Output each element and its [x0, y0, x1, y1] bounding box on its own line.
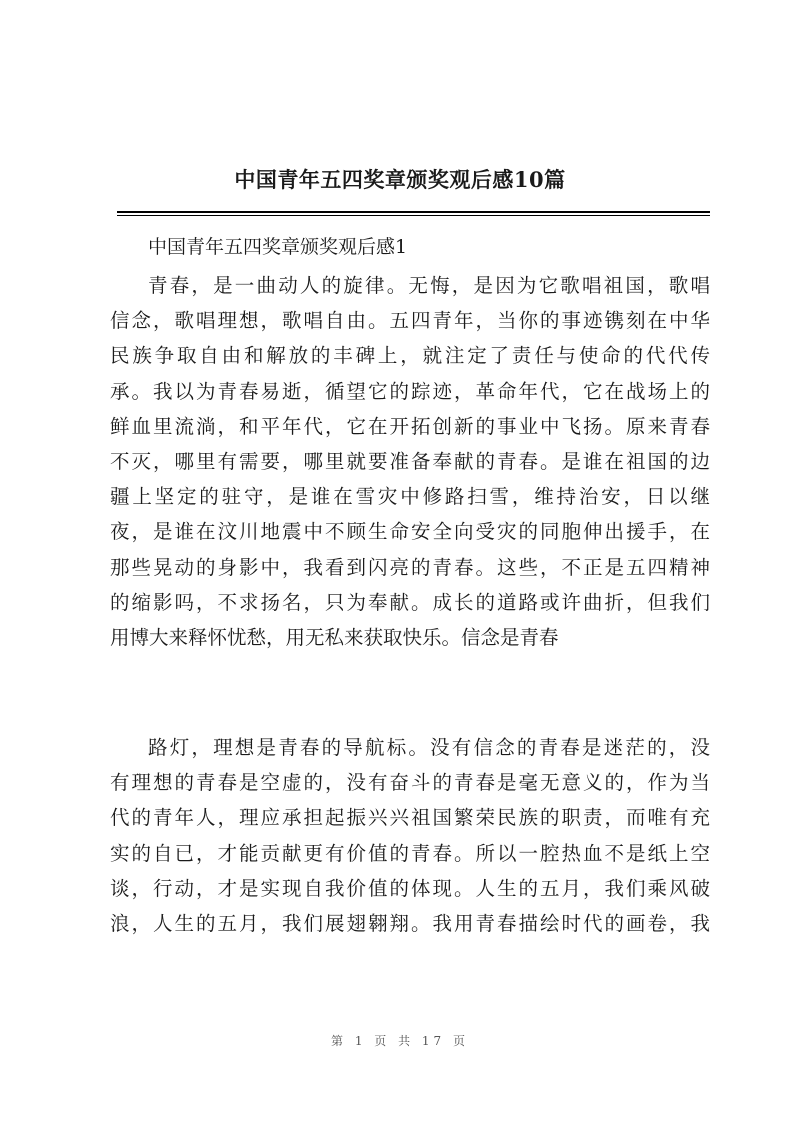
paragraph-line: 青春，是一曲动人的旋律。无悔，是因为它歌唱祖国，歌唱 [148, 274, 710, 297]
paragraph-line: 的缩影吗，不求扬名，只为奉献。成长的道路或许曲折，但我们 [110, 590, 710, 614]
paragraph-line: 浪，人生的五月，我们展翅翱翔。我用青春描绘时代的画卷，我 [110, 912, 710, 936]
paragraph-line: 谈，行动，才是实现自我价值的体现。人生的五月，我们乘风破 [110, 876, 710, 900]
paragraph-line: 民族争取自由和解放的丰碑上，就注定了责任与使命的代代传 [110, 344, 710, 368]
paragraph-line: 路灯，理想是青春的导航标。没有信念的青春是迷茫的，没 [148, 736, 710, 759]
title-divider-thin [117, 215, 710, 216]
page-number-footer: 第 1 页 共 17 页 [331, 1034, 469, 1048]
paragraph-line: 实的自已，才能贡献更有价值的青春。所以一腔热血不是纸上空 [110, 841, 710, 865]
paragraph-line: 有理想的青春是空虚的，没有奋斗的青春是毫无意义的，作为当 [110, 771, 710, 795]
paragraph-line: 夜，是谁在汶川地震中不顾生命安全向受灾的同胞伸出援手，在 [110, 520, 710, 544]
paragraph-line: 承。我以为青春易逝，循望它的踪迹，革命年代，它在战场上的 [110, 379, 710, 403]
paragraph-1 [110, 268, 710, 655]
paragraph-2 [110, 730, 710, 941]
document-title: 中国青年五四奖章颁奖观后感10篇 [234, 167, 566, 192]
paragraph-line: 代的青年人，理应承担起振兴兴祖国繁荣民族的职责，而唯有充 [110, 806, 710, 830]
paragraph-line: 鲜血里流淌，和平年代，它在开拓创新的事业中飞扬。原来青春 [110, 414, 710, 438]
paragraph-line: 用博大来释怀忧愁，用无私来获取快乐。信念是青春 [110, 626, 559, 650]
title-divider-thick [117, 211, 710, 213]
paragraph-line: 疆上坚定的驻守，是谁在雪灾中修路扫雪，维持治安，日以继 [110, 485, 710, 509]
paragraph-line: 那些晃动的身影中，我看到闪亮的青春。这些，不正是五四精神 [110, 555, 710, 579]
paragraph-line: 信念，歌唱理想，歌唱自由。五四青年，当你的事迹镌刻在中华 [110, 309, 710, 333]
paragraph-line: 不灭，哪里有需要，哪里就要准备奉献的青春。是谁在祖国的边 [110, 450, 710, 474]
section-heading: 中国青年五四奖章颁奖观后感1 [148, 236, 408, 258]
